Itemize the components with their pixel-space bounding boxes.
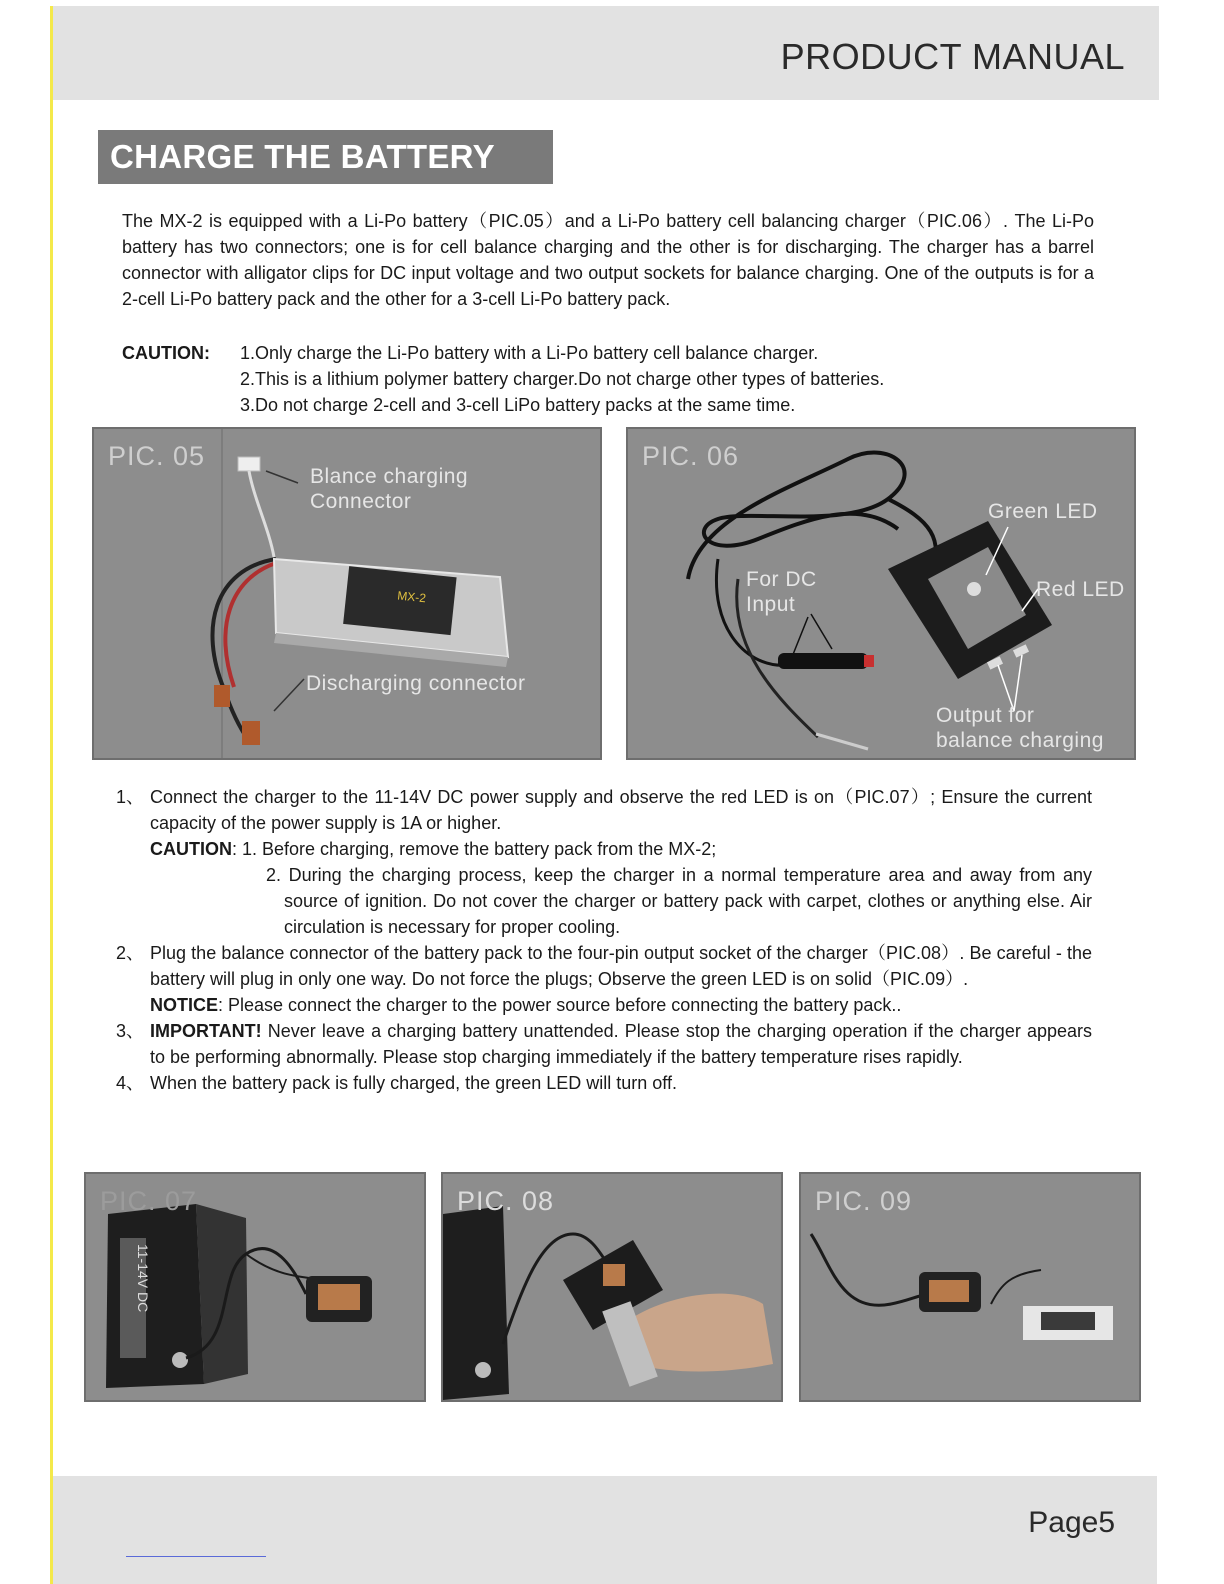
step-2-number: 2、 [116, 943, 145, 963]
callout-output: Output for balance charging [936, 704, 1104, 752]
step-2-text: Plug the balance connector of the battery pack to the four-pin output socket of the charger（PIC.08）. Be careful - the battery will plug in only one way. Do not force the plugs; Observe the green LED is on solid（PIC.09）. [150, 943, 1092, 989]
margin-rule [50, 6, 53, 1584]
charging-steps [112, 784, 1092, 1096]
section-title: CHARGE THE BATTERY [98, 130, 553, 184]
step-4-number: 4、 [116, 1073, 145, 1093]
intro-paragraph [122, 208, 1094, 312]
intro-text: The MX-2 is equipped with a Li-Po battery（PIC.05）and a Li-Po battery cell balancing charger（PIC.06）. The Li-Po battery has two connectors; one is for cell balance charging and the other is for discharging. The charger has a barrel connector with alligator clips for DC input voltage and two output sockets for balance charging. One of the outputs is for a 2-cell Li-Po battery pack and the other for a 3-cell Li-Po battery pack. [122, 211, 1094, 309]
step-3-important: IMPORTANT! [150, 1021, 262, 1041]
page-number: Page5 [1028, 1506, 1115, 1539]
step-3-text: Never leave a charging battery unattended. Please stop the charging operation if the charger appears to be performing abnormally. Please stop charging immediately if the battery temperature rises rapidly. [150, 1021, 1092, 1067]
caution-block [122, 340, 1094, 418]
step-4-text: When the battery pack is fully charged, the green LED will turn off. [150, 1073, 677, 1093]
step-1-caution-1: : 1. Before charging, remove the battery pack from the MX-2; [232, 839, 717, 859]
callout-red-led: Red LED [1036, 578, 1125, 601]
caution-row-3 [122, 392, 1094, 418]
step-1-caution-2: 2. During the charging process, keep the charger in a normal temperature area and away from any source of ignition. Do not cover the charger or battery pack with carpet, clothes or anything else. Air circulation is necessary for proper cooling. [266, 865, 1092, 937]
pic09-label: PIC. 09 [815, 1186, 913, 1216]
step-3 [112, 1018, 1092, 1070]
step-1-number: 1、 [116, 787, 145, 807]
caution-row-1 [122, 340, 1094, 366]
battery-voltage-label: 11-14V DC [135, 1244, 151, 1313]
caution-label: CAUTION: [122, 343, 210, 363]
step-1 [112, 784, 1092, 940]
step-4 [112, 1070, 1092, 1096]
caution-row-2 [122, 366, 1094, 392]
footer-link-line[interactable] [126, 1556, 266, 1557]
figure-pic09 [799, 1172, 1141, 1402]
callout-balance-connector: Blance charging Connector [310, 465, 469, 513]
step-1-text: Connect the charger to the 11-14V DC power supply and observe the red LED is on（PIC.07）; Ensure the current capacity of the power supply is 1A or higher. [150, 787, 1092, 833]
step-3-number: 3、 [116, 1021, 145, 1041]
page-header [53, 6, 1159, 100]
step-1-caution-label: CAUTION [150, 839, 232, 859]
step-2-notice-text: : Please connect the charger to the power source before connecting the battery pack.. [218, 995, 902, 1015]
pic05-label: PIC. 05 [108, 441, 206, 471]
pic08-label: PIC. 08 [457, 1186, 555, 1216]
page-footer [53, 1476, 1157, 1584]
figure-pic05 [92, 427, 602, 760]
caution-item-3: 3.Do not charge 2-cell and 3-cell LiPo battery packs at the same time. [240, 395, 796, 415]
step-1-caution [150, 836, 1092, 862]
callout-green-led: Green LED [988, 500, 1098, 523]
step-2-notice [150, 992, 1092, 1018]
step-2-notice-label: NOTICE [150, 995, 219, 1015]
callout-dc-input: For DC Input [746, 568, 817, 616]
figure-pic08 [441, 1172, 783, 1402]
step-2 [112, 940, 1092, 1018]
callout-discharging-connector: Discharging connector [306, 672, 526, 695]
caution-item-1: 1.Only charge the Li-Po battery with a Li-Po battery cell balance charger. [240, 343, 819, 363]
pic06-label: PIC. 06 [642, 441, 740, 471]
battery-brand: MX-2 [396, 588, 427, 606]
pic07-label: PIC. 07 [100, 1186, 198, 1216]
caution-item-2: 2.This is a lithium polymer battery charger.Do not charge other types of batteries. [240, 369, 885, 389]
figure-pic06 [626, 427, 1136, 760]
header-title: PRODUCT MANUAL [780, 36, 1125, 77]
figure-pic07 [84, 1172, 426, 1402]
